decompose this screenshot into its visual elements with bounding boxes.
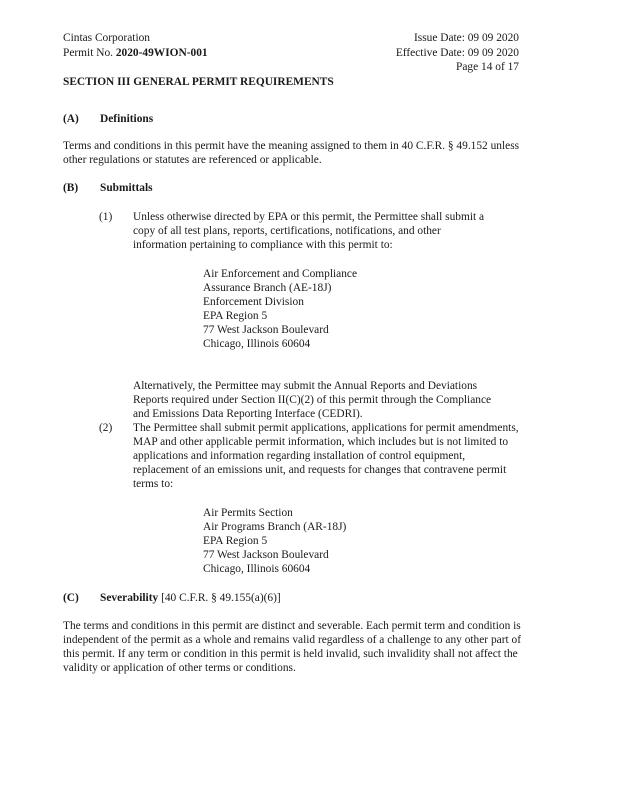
submittals-number: (B) [63, 182, 79, 194]
severability-text: The terms and conditions in this permit are distinct and severable. Each permit term and condition is independent of the permit as a whole and remains valid regardless of a challenge to any other part of this permit. If any term or condition in this permit is held invalid, such invalidity shall not affect the validity or application of other terms or conditions. [63, 620, 521, 674]
permit-number-line [63, 46, 208, 61]
permit-number: 2020-49WION-001 [115, 46, 208, 59]
page-number: Page 14 of 17 [456, 61, 519, 73]
issue-date: Issue Date: 09 09 2020 [413, 32, 519, 44]
address-line: Air Permits Section [203, 507, 293, 519]
enforcement-address [203, 267, 357, 351]
address-line: 77 West Jackson Boulevard [203, 324, 329, 336]
section-title: SECTION III GENERAL PERMIT REQUIREMENTS [63, 76, 334, 88]
effective-date: Effective Date: 09 09 2020 [395, 46, 519, 59]
severability-title-line [100, 591, 281, 605]
permits-address [203, 506, 346, 576]
address-line: Chicago, Illinois 60604 [203, 338, 311, 350]
definitions-number: (A) [63, 113, 79, 125]
cedri-alternative-text: Alternatively, the Permittee may submit the Annual Reports and Deviations Reports required under Section II(C)(2) of this permit through the Compliance and Emissions Data Reporting Interface (CEDRI). [133, 380, 492, 420]
company-name: Cintas Corporation [63, 32, 151, 44]
permit-prefix: Permit No. [63, 46, 116, 59]
definitions-title: Definitions [100, 113, 154, 125]
header-left [63, 31, 208, 60]
address-line: Air Programs Branch (AR-18J) [203, 521, 347, 533]
address-line: EPA Region 5 [203, 310, 268, 322]
submittals-title: Submittals [100, 182, 153, 194]
severability-number: (C) [63, 592, 79, 604]
severability-citation: [40 C.F.R. § 49.155(a)(6)] [158, 592, 281, 604]
item-2-text: The Permittee shall submit permit applications, applications for permit amendments, MAP and other applicable permit information, which includes but is not limited to applications and information regarding installation of control equipment, replacement of an emissions unit, and requests for changes that contravene permit terms to: [133, 422, 519, 490]
item-1-number: (1) [99, 211, 113, 223]
definitions-text: Terms and conditions in this permit have the meaning assigned to them in 40 C.F.R. § 49.152 unless other regulations or statutes are referenced or applicable. [63, 140, 520, 166]
item-1-text: Unless otherwise directed by EPA or this permit, the Permittee shall submit a copy of all test plans, reports, certifications, notifications, and other information pertaining to compliance with this permit to: [133, 211, 485, 251]
address-line: Enforcement Division [203, 296, 304, 308]
address-line: Air Enforcement and Compliance [203, 268, 358, 280]
header-right [396, 31, 519, 75]
address-line: EPA Region 5 [203, 535, 268, 547]
item-2-number: (2) [99, 422, 113, 434]
address-line: Chicago, Illinois 60604 [203, 563, 311, 575]
severability-title: Severability [100, 592, 159, 604]
address-line: 77 West Jackson Boulevard [203, 549, 329, 561]
address-line: Assurance Branch (AE-18J) [203, 282, 332, 294]
